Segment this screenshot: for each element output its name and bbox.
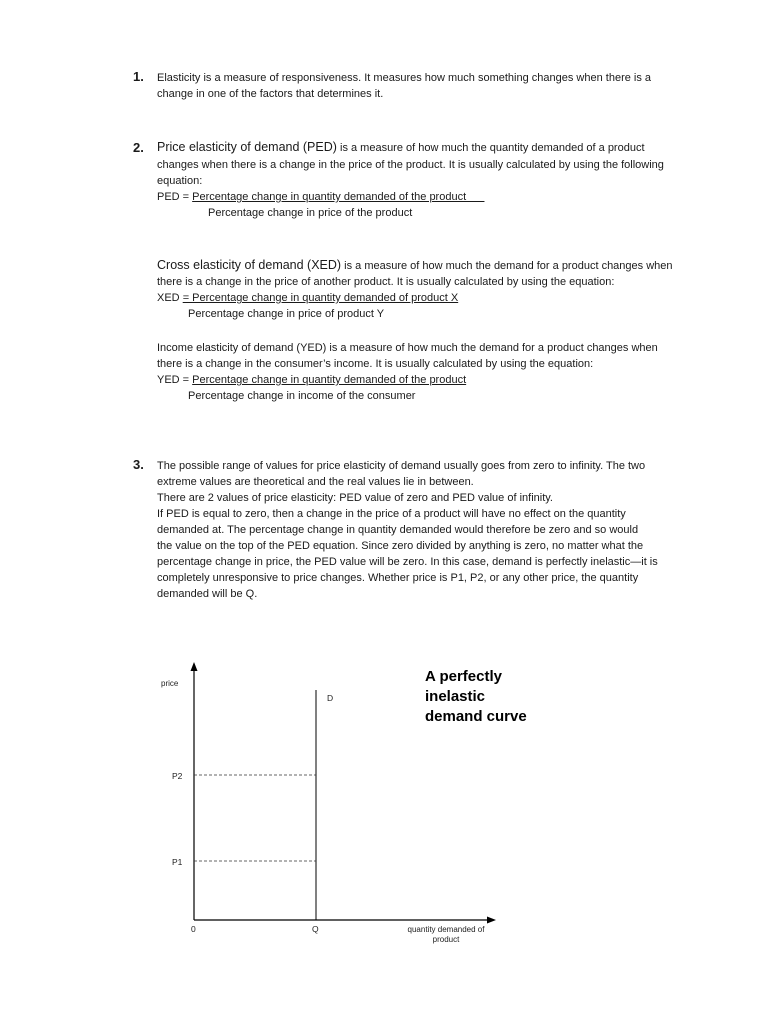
yed-definition-line-1: Income elasticity of demand (YED) is a measure of how much the demand for a product changes when <box>157 342 658 354</box>
section-1-line-2: change in one of the factors that determines it. <box>157 88 384 100</box>
section-3-line-9: demanded will be Q. <box>157 588 258 600</box>
xed-term: Cross elasticity of demand (XED) <box>157 258 342 272</box>
yed-formula-denominator: Percentage change in income of the consumer <box>188 390 416 402</box>
xed-formula-numerator: = Percentage change in quantity demanded of product X <box>182 292 459 304</box>
ped-definition-line-2: changes when there is a change in the price of the product. It is usually calculated by using the following <box>157 159 664 171</box>
y-axis-label: price <box>161 679 179 688</box>
y-axis-arrow <box>191 662 198 671</box>
ped-definition-rest: is a measure of how much the quantity demanded of a product <box>336 142 645 154</box>
ped-formula-prefix: PED = <box>157 191 193 203</box>
origin-label: 0 <box>191 924 196 934</box>
x-axis-label-line-1: quantity demanded of <box>407 925 485 934</box>
yed-formula-prefix: YED = <box>157 374 193 386</box>
diagram-title-line-2: inelastic <box>425 688 486 705</box>
section-2-number: 2. <box>133 140 144 155</box>
section-3-line-7: percentage change in price, the PED value will be zero. In this case, demand is perfectly inelastic—it is <box>157 556 658 568</box>
p2-label: P2 <box>172 771 183 781</box>
ped-formula-numerator: Percentage change in quantity demanded of the product <box>192 191 485 203</box>
ped-formula-denominator: Percentage change in price of the product <box>208 207 413 219</box>
section-3-line-8: completely unresponsive to price changes. Whether price is P1, P2, or any other price, the quantity <box>157 572 639 584</box>
section-1-number: 1. <box>133 69 144 84</box>
curve-label: D <box>327 693 334 703</box>
xed-formula-prefix: XED <box>157 292 183 304</box>
section-3-line-5: demanded at. The percentage change in quantity demanded would therefore be zero and so would <box>157 524 639 536</box>
p1-label: P1 <box>172 857 183 867</box>
q-label: Q <box>312 924 319 934</box>
xed-definition-rest: is a measure of how much the demand for a product changes when <box>341 260 673 272</box>
section-3-line-6: the value on the top of the PED equation. Since zero divided by anything is zero, no matter what the <box>157 540 644 552</box>
xed-formula-denominator: Percentage change in price of product Y <box>188 308 385 320</box>
ped-term: Price elasticity of demand (PED) <box>157 140 337 154</box>
diagram-title-line-1: A perfectly <box>425 668 502 685</box>
section-3-line-4: If PED is equal to zero, then a change in the price of a product will have no effect on the quantity <box>157 508 626 520</box>
section-3-number: 3. <box>133 457 144 472</box>
x-axis-label-line-2: product <box>432 935 460 944</box>
ped-definition-line-3: equation: <box>157 175 203 187</box>
section-3-line-1: The possible range of values for price elasticity of demand usually goes from zero to infinity. The two <box>157 460 646 472</box>
section-1-line-1: Elasticity is a measure of responsiveness. It measures how much something changes when there is a <box>157 72 652 84</box>
section-3-line-2: extreme values are theoretical and the real values lie in between. <box>157 476 474 488</box>
xed-definition-line-2: there is a change in the price of another product. It is usually calculated by using the equation: <box>157 276 615 288</box>
yed-formula-numerator: Percentage change in quantity demanded of the product <box>192 374 467 386</box>
yed-definition-line-2: there is a change in the consumer’s income. It is usually calculated by using the equation: <box>157 358 594 370</box>
section-3-line-3: There are 2 values of price elasticity: PED value of zero and PED value of infinity. <box>157 492 553 504</box>
x-axis-arrow <box>487 917 496 924</box>
diagram-title-line-3: demand curve <box>425 708 527 725</box>
